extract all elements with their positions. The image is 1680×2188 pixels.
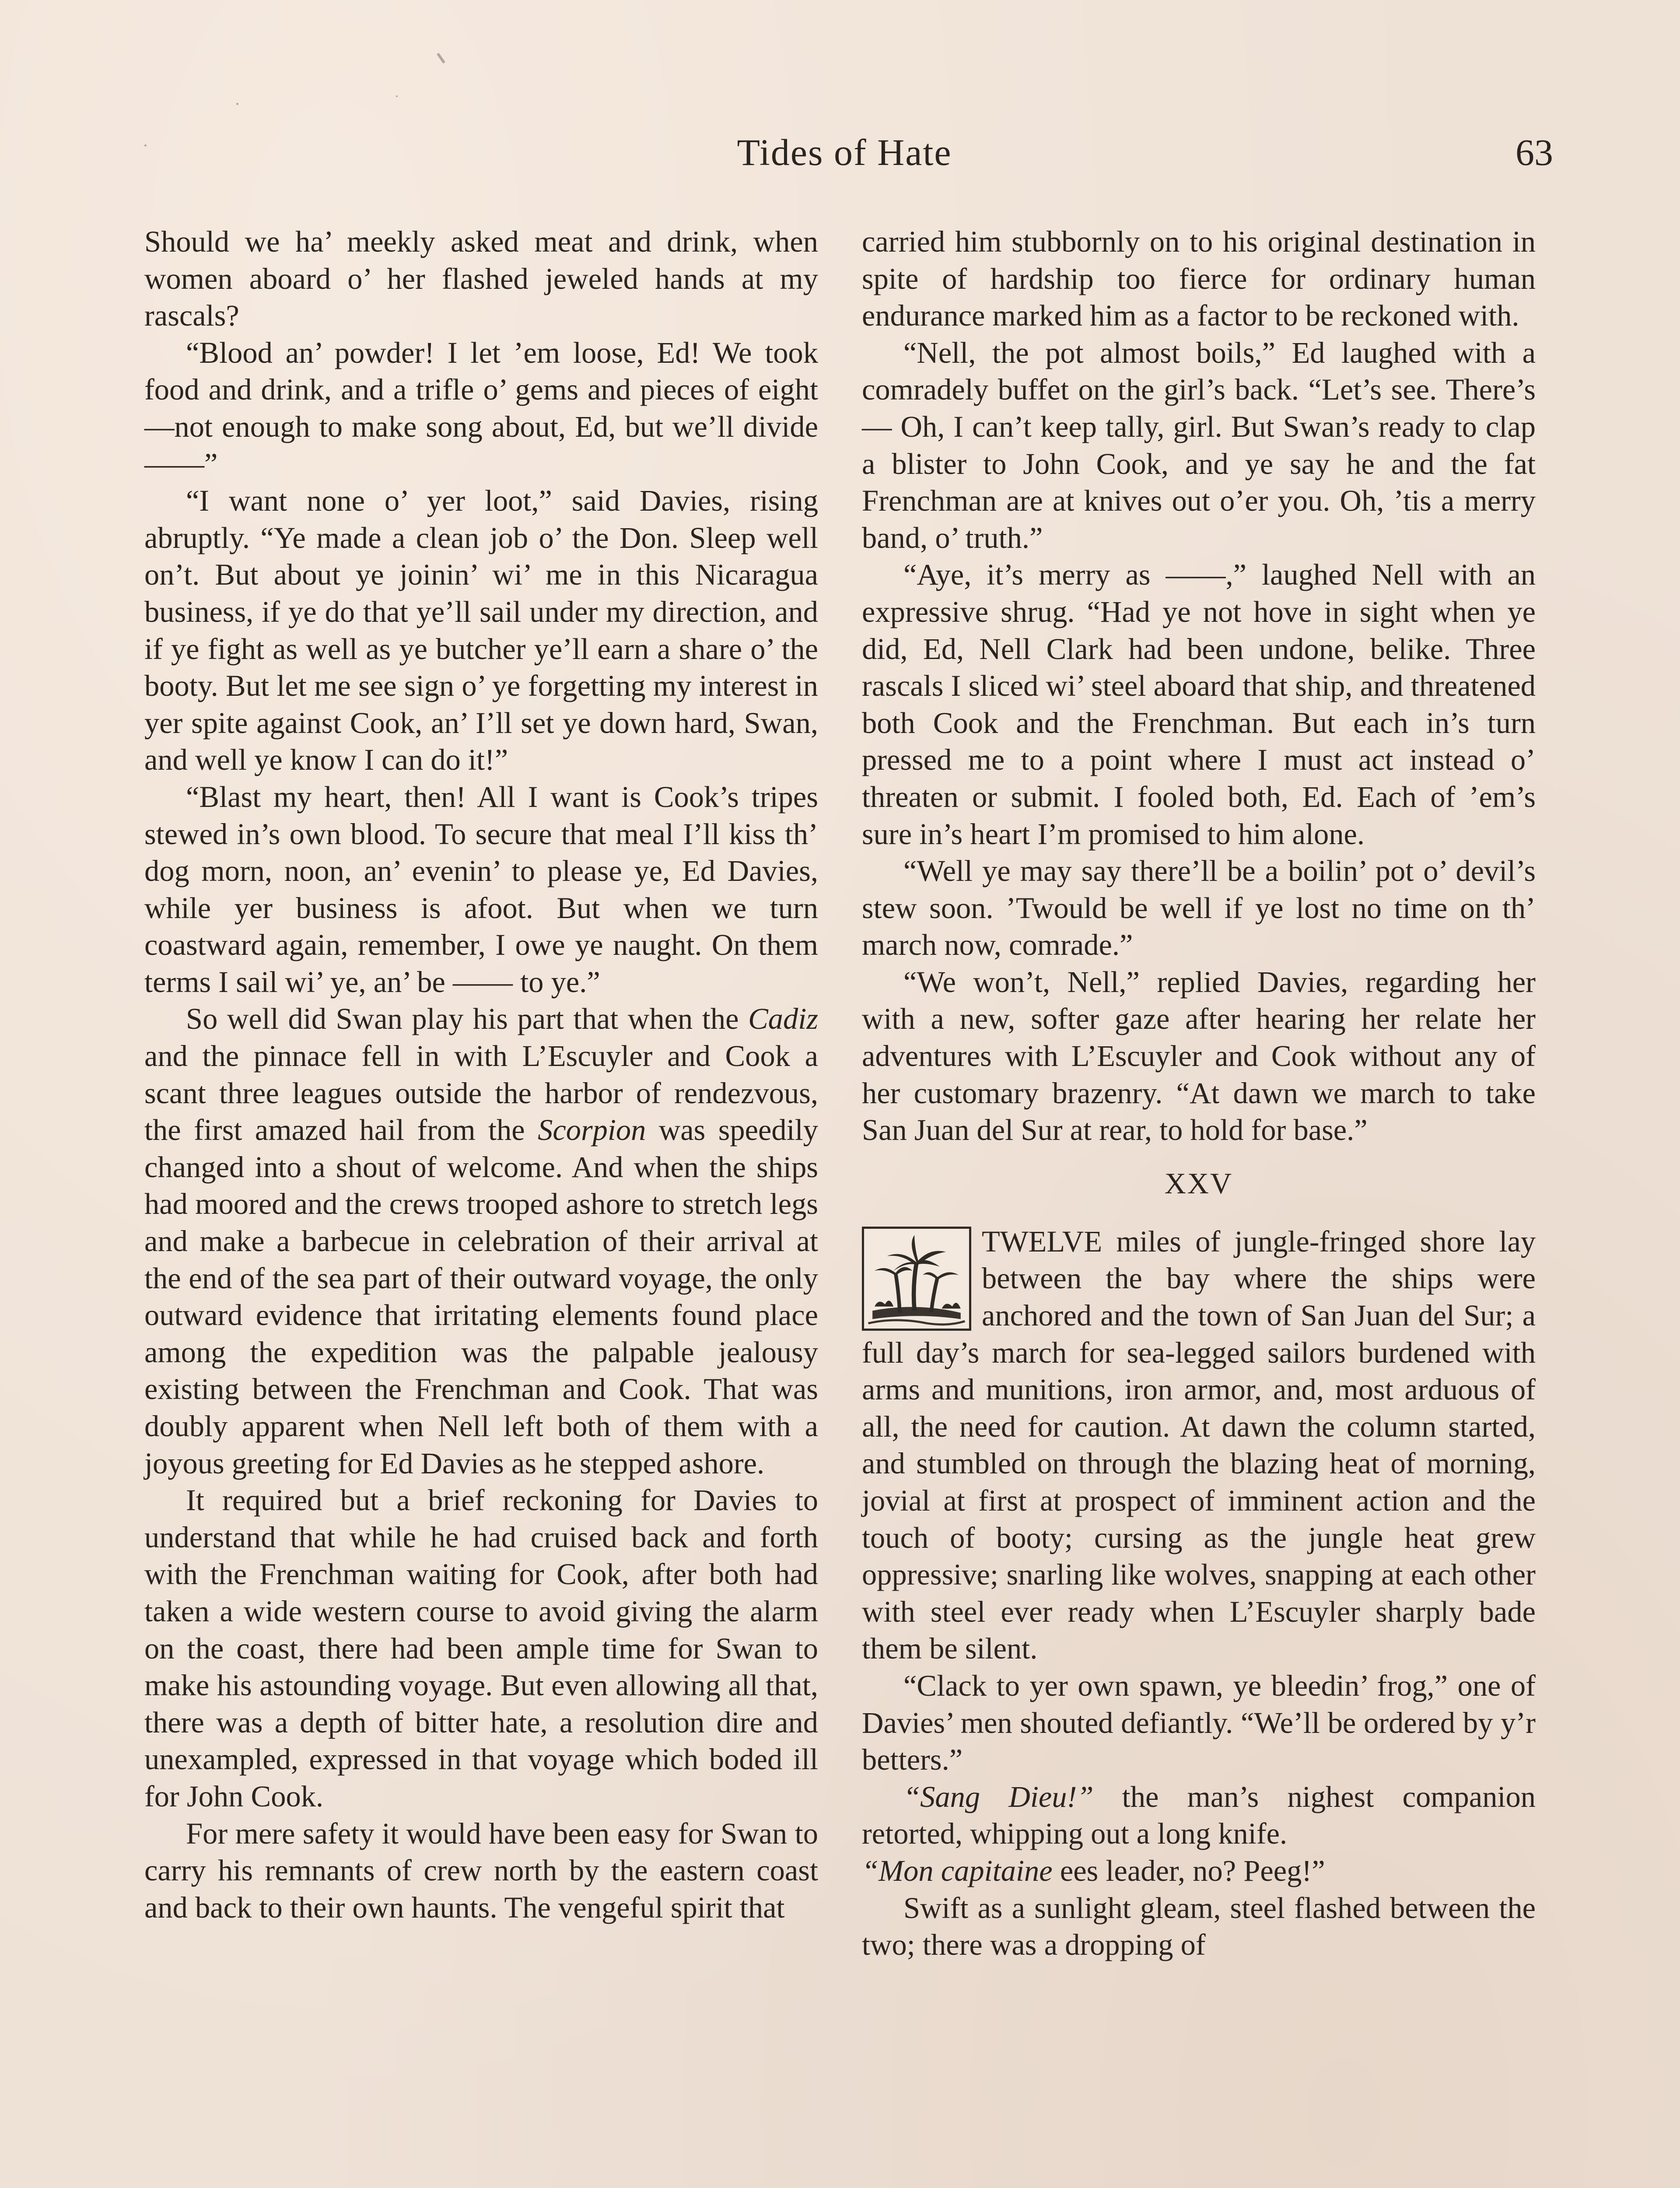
paragraph: “Aye, it’s merry as ——,” laughed Nell with an expressive shrug. “Had ye not hove in sight when ye did, Ed, Nell Clark had been undone, belike. Three rascals I sliced wi’ steel aboard that ship, and threatened both Cook and the Frenchman. But each in’s turn pressed me to a point where I must act instead o’ threaten or submit. I fooled both, Ed. Each of ’em’s sure in’s heart I’m promised to him alone. [862,558,1536,851]
text-run: So well did Swan play his part that when the [186,1002,749,1036]
ship-name: Cadiz [748,1002,818,1036]
paragraph: Swift as a sunlight gleam, steel flashed between the two; there was a dropping of [862,1891,1536,1962]
text-run: the man’s nighest companion retorted, whipping out a long knife. [862,1780,1536,1851]
paragraph: Should we ha’ meekly asked meat and drink, when women aboard o’ her flashed jeweled hands at my rascals? [144,225,818,333]
page-speck [236,103,238,105]
paragraph: “Well ye may say there’ll be a boilin’ pot o’ devil’s stew soon. ’Twould be well if ye lost no time on th’ march now, comrade.” [862,854,1536,962]
page-number: 63 [1516,131,1553,173]
running-title: Tides of Hate [737,131,952,173]
paragraph: “Clack to yer own spawn, ye bleedin’ frog,” one of Davies’ men shouted defiantly. “We’ll be ordered by y’r betters.” [862,1669,1536,1777]
paragraph: carried him stubbornly on to his original destination in spite of hardship too fierce for ordinary human endurance marked him as a factor to be reckoned with. [862,225,1536,333]
text-run: miles of jungle-fringed shore lay between the bay where the ships were anchored and the town of San Juan del Sur; a full day’s march for sea-legged sailors burdened with arms and munitions, iron armor, and, most arduous of all, the need for caution. At dawn the column started, and stumbled on through the blazing heat of morning, jovial at first at prospect of imminent action and the touch of booty; cursing as the jungle heat grew oppressive; snarling like wolves, snapping at each other with steel ever ready when L’Escuyler sharply bade them be silent. [862,1224,1536,1666]
italic-phrase: “Mon capitaine [862,1854,1053,1887]
palm-trees-icon [862,1227,971,1331]
left-column [144,223,818,1926]
paragraph: “I want none o’ yer loot,” said Davies, rising abruptly. “Ye made a clean job o’ the Don. Sleep well on’t. But about ye joinin’ wi’ me in this Nicaragua business, if ye do that ye’ll sail under my direction, and if ye fight as well as ye butcher ye’ll earn a share o’ the booty. But let me see sign o’ ye forgetting my interest in yer spite against Cook, an’ I’ll set ye down hard, Swan, and well ye know I can do it!” [144,484,818,777]
right-column [862,223,1536,1964]
page-speck [437,53,445,64]
text-run: and the pinnace fell in with L’Escuyler and Cook a scant three leagues outside the harbor of rendezvous, the first amazed hail from the [144,1039,818,1147]
paragraph [862,1778,1536,1852]
paragraph: For mere safety it would have been easy for Swan to carry his remnants of crew north by the eastern coast and back to their own haunts. The vengeful spirit that [144,1816,818,1924]
paragraph [862,1852,1536,1890]
paragraph: It required but a brief reckoning for Davies to understand that while he had cruised back and forth with the Frenchman waiting for Cook, after both had taken a wide western course to avoid giving the alarm on the coast, there had been ample time for Swan to make his astounding voyage. But even allowing all that, there was a depth of bitter hate, a resolution dire and unexampled, expressed in that voyage which boded ill for John Cook. [144,1483,818,1813]
ship-name: Scorpion [538,1113,646,1147]
chapter-opening [862,1223,1536,1667]
dropcap-word: TWELVE [982,1224,1102,1258]
chapter-heading: XXV [1164,1166,1233,1200]
text-run: ees leader, no? Peeg!” [1052,1854,1325,1887]
page-speck [396,95,398,97]
italic-phrase: “Sang Dieu!” [903,1780,1094,1813]
paragraph: “Nell, the pot almost boils,” Ed laughed with a comradely buffet on the girl’s back. “Let’s see. There’s— Oh, I can’t keep tally, girl. But Swan’s ready to clap a blister to John Cook, and ye say he and the fat Frenchman are at knives out o’er you. Oh, ’tis a merry band, o’ truth.” [862,336,1536,554]
paragraph: “We won’t, Nell,” replied Davies, regarding her with a new, softer gaze after hearing her relate her adventures with L’Escuyler and Cook without any of her customary brazenry. “At dawn we march to take San Juan del Sur at rear, to hold for base.” [862,965,1536,1147]
paragraph: “Blood an’ powder! I let ’em loose, Ed! We took food and drink, and a trifle o’ gems and pieces of eight—not enough to make song about, Ed, but we’ll divide——” [144,336,818,480]
running-header [144,127,1553,188]
paragraph [144,1000,818,1482]
paragraph: “Blast my heart, then! All I want is Cook’s tripes stewed in’s own blood. To secure that meal I’ll kiss th’ dog morn, noon, an’ evenin’ to please ye, Ed Davies, while yer business is afoot. But when we turn coastward again, remember, I owe ye naught. On them terms I sail wi’ ye, an’ be —— to ye.” [144,780,818,999]
text-run: was speedily changed into a shout of welcome. And when the ships had moored and the crews trooped ashore to stretch legs and make a barbecue in celebration of their arrival at the end of the sea part of their outward voyage, the only outward evidence that irritating elements found place among the expedition was the palpable jealousy existing between the Frenchman and Cook. That was doubly apparent when Nell left both of them with a joyous greeting for Ed Davies as he stepped ashore. [144,1113,818,1480]
